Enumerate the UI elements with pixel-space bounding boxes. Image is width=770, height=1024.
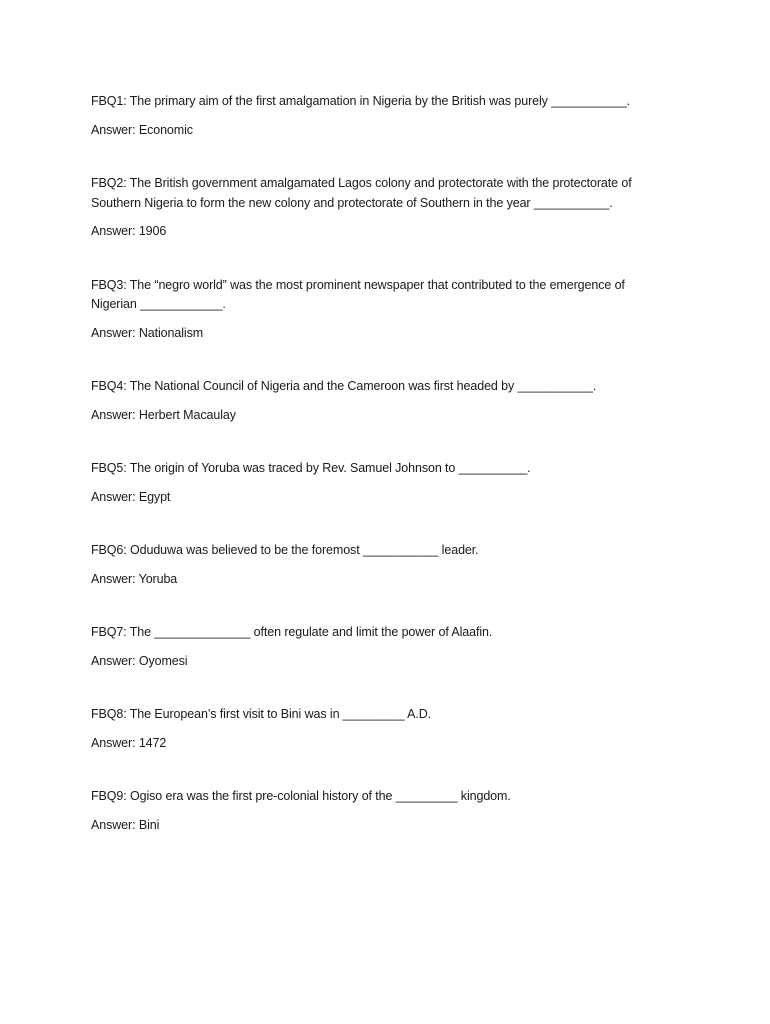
question-text: FBQ4: The National Council of Nigeria and the Cameroon was first headed by ___________. [91,379,597,393]
question-item-2 [91,174,666,242]
question-item-7 [91,623,666,671]
question-item-4 [91,377,666,425]
question-text: FBQ3: The “negro world” was the most prominent newspaper that contributed to the emergence of Nigerian ____________. [91,277,625,311]
answer-text: Answer: Herbert Macaulay [91,407,236,422]
question-item-6 [91,541,666,589]
question-text: FBQ1: The primary aim of the first amalgamation in Nigeria by the British was purely ___________. [91,94,630,108]
question-text: FBQ7: The ______________ often regulate and limit the power of Alaafin. [91,625,493,639]
answer-text: Answer: Nationalism [91,325,204,340]
answer-text: Answer: 1906 [91,224,167,238]
question-item-1 [91,92,666,140]
answer-text: Answer: Oyomesi [91,653,188,668]
question-list [91,92,666,869]
answer-text: Answer: Yoruba [91,571,178,586]
question-text: FBQ8: The European’s first visit to Bini was in _________ A.D. [91,707,432,721]
answer-text: Answer: Bini [91,817,160,832]
answer-text: Answer: Economic [91,122,193,137]
question-text: FBQ2: The British government amalgamated Lagos colony and protectorate with the protectorate of Southern Nigeria to form the new colony and protectorate of Southern in the year ___________. [91,176,632,210]
question-text: FBQ9: Ogiso era was the first pre-colonial history of the _________ kingdom. [91,789,511,803]
question-item-9 [91,787,666,835]
answer-text: Answer: 1472 [91,735,167,750]
question-item-3 [91,276,666,344]
answer-text: Answer: Egypt [91,489,171,504]
question-item-8 [91,705,666,753]
question-text: FBQ5: The origin of Yoruba was traced by Rev. Samuel Johnson to __________. [91,461,531,475]
question-text: FBQ6: Oduduwa was believed to be the foremost ___________ leader. [91,543,479,557]
question-item-5 [91,459,666,507]
